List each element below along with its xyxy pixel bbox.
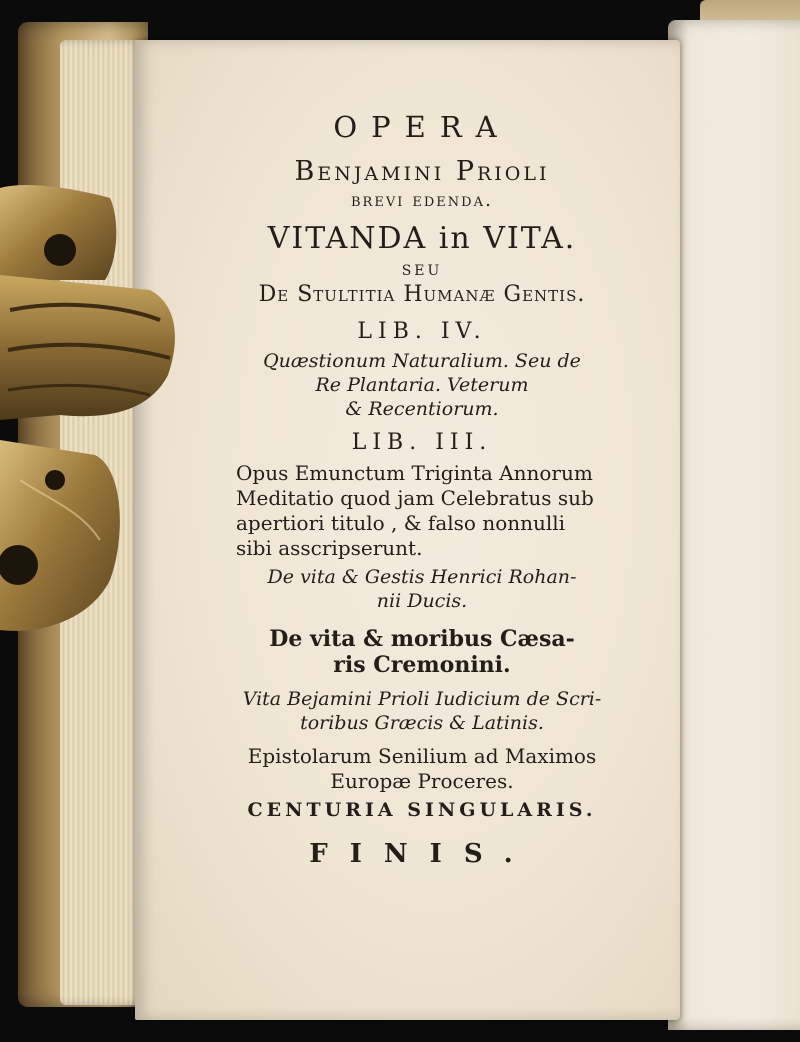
word-seu: seu: [401, 256, 443, 280]
title-opera: OPERA: [333, 110, 511, 144]
vita-line-2: toribus Græcis & Latinis.: [300, 712, 544, 734]
title-vitanda: VITANDA in VITA.: [267, 221, 577, 256]
book-iv-heading: LIB. IV.: [357, 319, 487, 344]
book-iii-line-1: Opus Emunctum Triginta Annorum: [236, 461, 593, 485]
cremonini-line-1: De vita & moribus Cæsa-: [269, 626, 575, 652]
epistolarum-line-1: Epistolarum Senilium ad Maximos: [247, 744, 597, 768]
rohan-line-2: nii Ducis.: [376, 590, 468, 612]
subtitle-brevi: brevi edenda.: [350, 189, 494, 211]
subtitle-stultitia: De Stultitia Humanæ Gentis.: [258, 282, 586, 307]
book-iv-line-1: Quæstionum Naturalium. Seu de: [263, 350, 581, 372]
epistolarum-line-2: Europæ Proceres.: [330, 769, 514, 793]
book-iii-line-4: sibi asscripserunt.: [236, 536, 423, 560]
book-iii-heading: LIB. III.: [351, 430, 493, 455]
vita-line-1: Vita Bejamini Prioli Iudicium de Scri-: [242, 688, 602, 710]
finis: FINIS.: [309, 839, 535, 869]
book-iv-line-3: & Recentiorum.: [345, 398, 499, 420]
centuria-singularis: CENTURIA SINGULARIS.: [247, 799, 597, 821]
facing-page: [668, 20, 800, 1030]
book-iii-line-2: Meditatio quod jam Celebratus sub: [236, 486, 594, 510]
author-name: Benjamini Prioli: [294, 156, 550, 187]
title-page-text: [236, 110, 608, 869]
brass-clasp-icon: [0, 180, 185, 640]
cremonini-line-2: ris Cremonini.: [333, 652, 511, 678]
book-iii-line-3: apertiori titulo , & falso nonnulli: [236, 511, 566, 535]
book-iv-line-2: Re Plantaria. Veterum: [315, 374, 529, 396]
rohan-line-1: De vita & Gestis Henrici Rohan-: [267, 566, 577, 588]
